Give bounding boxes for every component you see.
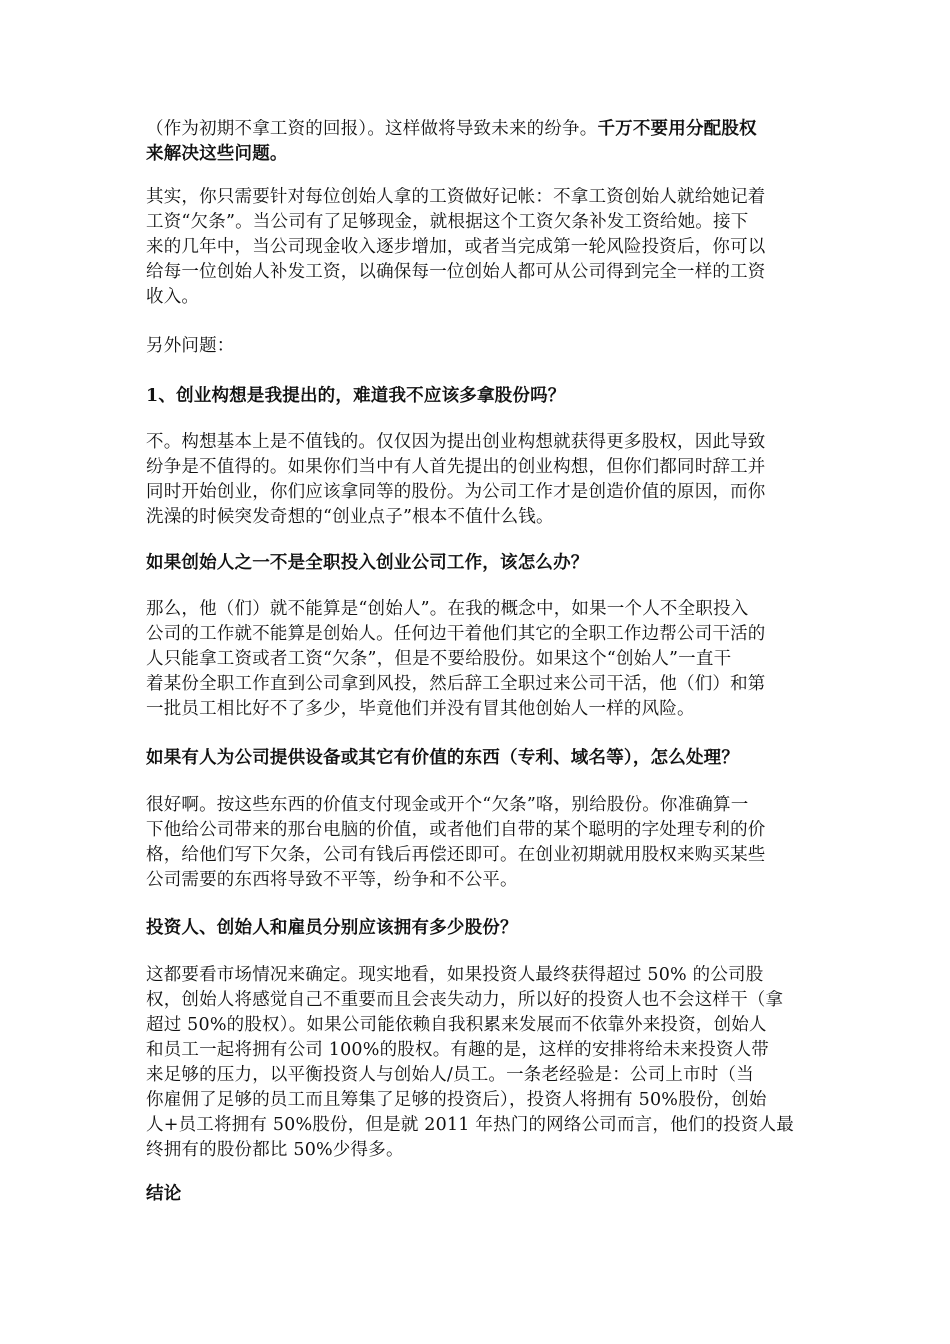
text-line	[146, 117, 812, 142]
text-line: 那么，他（们）就不能算是“创始人”。在我的概念中，如果一个人不全职投入	[146, 599, 749, 619]
paragraph-salary	[146, 185, 812, 310]
text-line: 着某份全职工作直到公司拿到风投，然后辞工全职过来公司干活，他（们）和第	[146, 674, 766, 694]
answer-4	[146, 963, 812, 1163]
text-line: 工资“欠条”。当公司有了足够现金，就根据这个工资欠条补发工资给她。接下	[146, 212, 749, 232]
text-line: 不。构想基本上是不值钱的。仅仅因为提出创业构想就获得更多股权，因此导致	[146, 432, 766, 452]
answer-3	[146, 793, 812, 893]
text-line: 公司需要的东西将导致不平等，纷争和不公平。	[146, 870, 518, 890]
text-line: 1、创业构想是我提出的，难道我不应该多拿股份吗？	[146, 386, 566, 406]
text-line: 和员工一起将拥有公司 100%的股权。有趣的是，这样的安排将给未来投资人带	[146, 1040, 769, 1060]
text-line: 另外问题：	[146, 336, 235, 356]
paragraph-intro	[146, 117, 812, 167]
text-line: 来的几年中，当公司现金收入逐步增加，或者当完成第一轮风险投资后，你可以	[146, 237, 766, 257]
conclusion-heading	[146, 1182, 812, 1207]
answer-1	[146, 430, 812, 530]
text-line: 下他给公司带来的那台电脑的价值，或者他们自带的某个聪明的字处理专利的价	[146, 820, 766, 840]
text-line: 权，创始人将感觉自己不重要而且会丧失动力，所以好的投资人也不会这样干（拿	[146, 990, 784, 1010]
text-line: 终拥有的股份都比 50%少得多。	[146, 1140, 404, 1160]
text-line: 超过 50%的股权）。如果公司能依赖自我积累来发展而不依靠外来投资，创始人	[146, 1015, 767, 1035]
text-line: 人+员工将拥有 50%股份，但是就 2011 年热门的网络公司而言，他们的投资人最	[146, 1115, 794, 1135]
text-line: 结论	[146, 1184, 182, 1204]
text-line: 很好啊。按这些东西的价值支付现金或开个“欠条”咯，别给股份。你准确算一	[146, 795, 749, 815]
text-line: 人只能拿工资或者工资“欠条”，但是不要给股份。如果这个“创始人”一直干	[146, 649, 732, 669]
text-normal: （作为初期不拿工资的回报）。这样做将导致未来的纷争。	[146, 119, 598, 139]
text-line: 给每一位创始人补发工资，以确保每一位创始人都可从公司得到完全一样的工资	[146, 262, 766, 282]
text-line: 如果有人为公司提供设备或其它有价值的东西（专利、域名等），怎么处理？	[146, 748, 740, 768]
question-4-heading	[146, 916, 812, 941]
text-line: 同时开始创业，你们应该拿同等的股份。为公司工作才是创造价值的原因，而你	[146, 482, 766, 502]
text-line: 来足够的压力，以平衡投资人与创始人/员工。一条老经验是：公司上市时（当	[146, 1065, 754, 1085]
text-line: 来解决这些问题。	[146, 144, 288, 164]
text-line: 投资人、创始人和雇员分别应该拥有多少股份？	[146, 918, 518, 938]
question-3-heading	[146, 746, 812, 771]
text-line: 格，给他们写下欠条，公司有钱后再偿还即可。在创业初期就用股权来购买某些	[146, 845, 766, 865]
text-line: 如果创始人之一不是全职投入创业公司工作，该怎么办？	[146, 553, 589, 573]
question-1-heading	[146, 384, 812, 409]
text-line: 这都要看市场情况来确定。现实地看，如果投资人最终获得超过 50% 的公司股	[146, 965, 764, 985]
question-2-heading	[146, 551, 812, 576]
text-line: 你雇佣了足够的员工而且筹集了足够的投资后），投资人将拥有 50%股份，创始	[146, 1090, 767, 1110]
text-line: 收入。	[146, 287, 200, 307]
other-questions-label	[146, 334, 812, 359]
text-line: 洗澡的时候突发奇想的“创业点子”根本不值什么钱。	[146, 507, 554, 527]
text-line: 其实，你只需要针对每位创始人拿的工资做好记帐：不拿工资创始人就给她记着	[146, 187, 766, 207]
text-line: 一批员工相比好不了多少，毕竟他们并没有冒其他创始人一样的风险。	[146, 699, 695, 719]
text-line: 公司的工作就不能算是创始人。任何边干着他们其它的全职工作边帮公司干活的	[146, 624, 766, 644]
answer-2	[146, 597, 812, 722]
text-bold: 千万不要用分配股权	[597, 119, 757, 139]
text-line: 纷争是不值得的。如果你们当中有人首先提出的创业构想，但你们都同时辞工并	[146, 457, 766, 477]
